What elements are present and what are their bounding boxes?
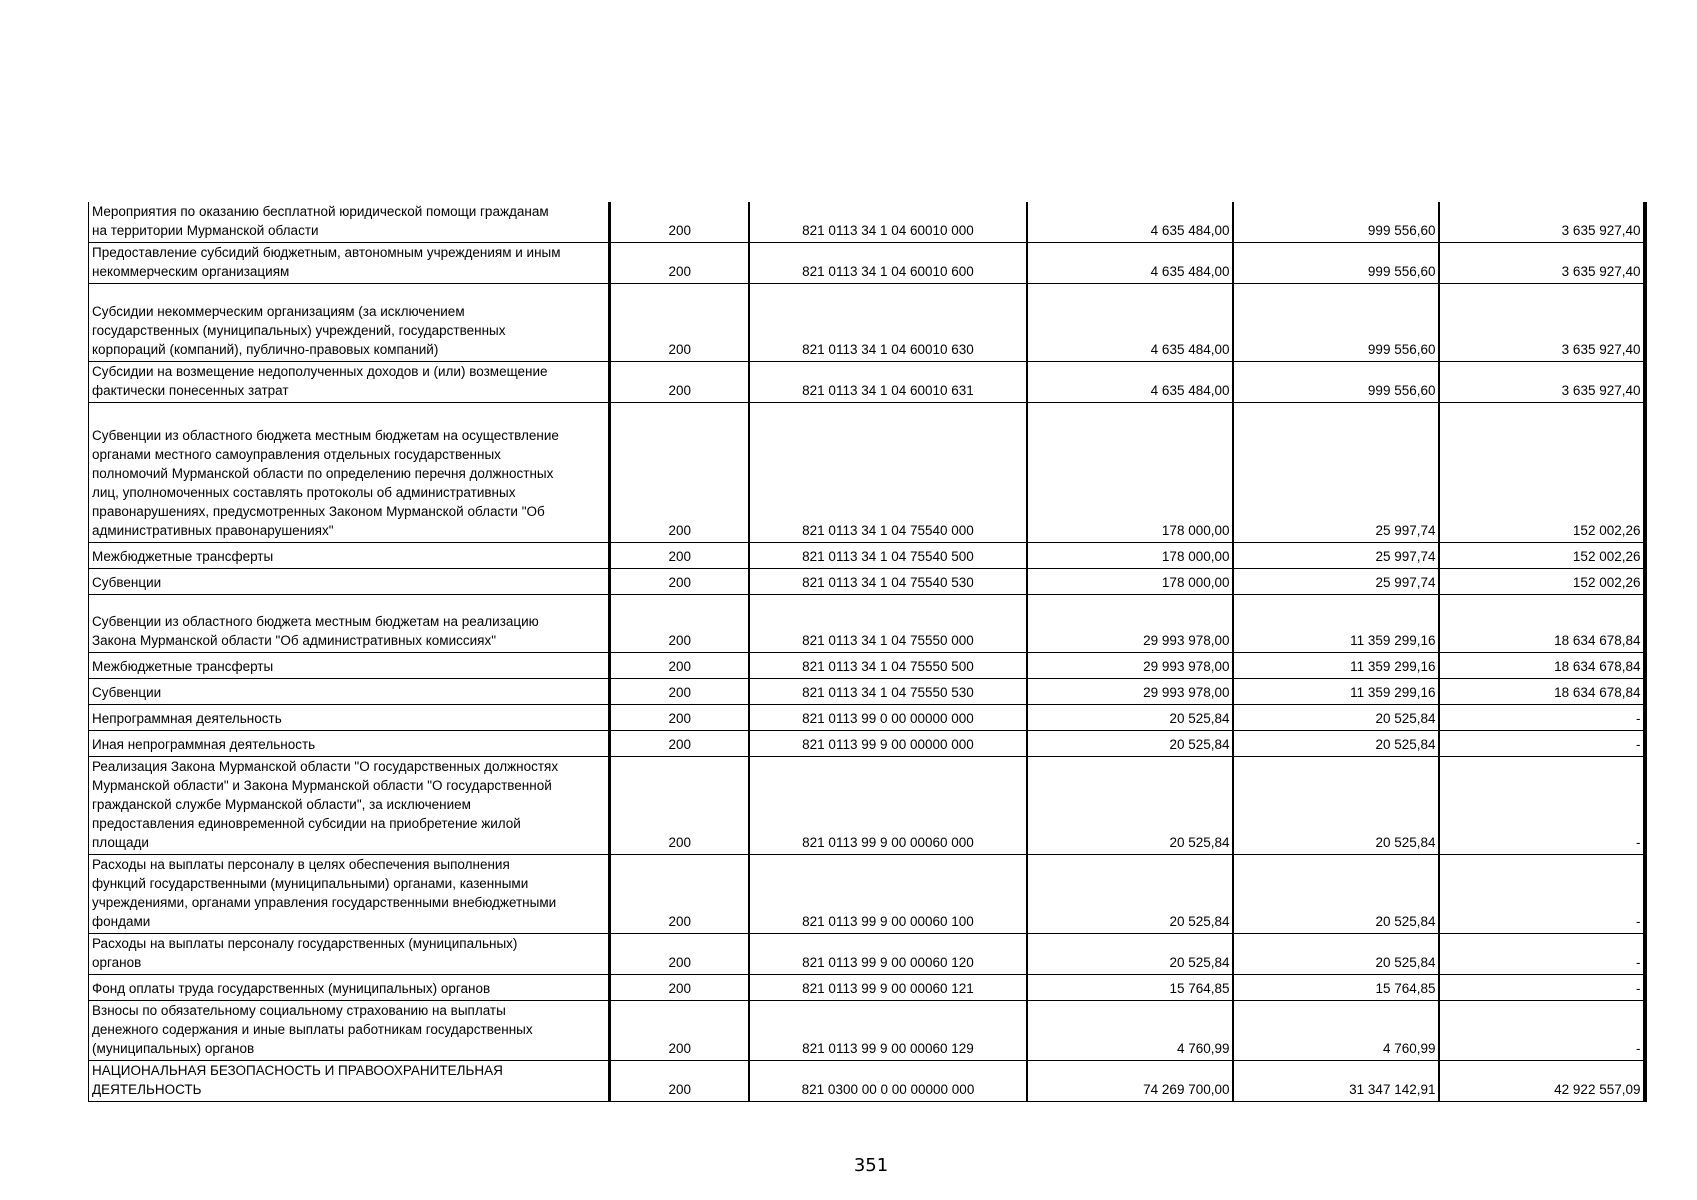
classifier-cell: 821 0113 34 1 04 60010 000 [749,202,1027,243]
table-row [89,403,1645,543]
table-row [89,362,1645,403]
code-cell: 200 [610,202,749,243]
code-cell: 200 [610,855,749,934]
code-cell: 200 [610,705,749,731]
unexecuted-amount-cell: 152 002,26 [1439,569,1645,595]
table-row [89,243,1645,284]
unexecuted-amount-cell: 3 635 927,40 [1439,284,1645,362]
classifier-cell: 821 0113 99 9 00 00060 120 [749,934,1027,975]
unexecuted-amount-cell: - [1439,705,1645,731]
approved-amount-cell: 4 760,99 [1027,1001,1233,1061]
table-row [89,705,1645,731]
unexecuted-amount-cell: - [1439,731,1645,757]
executed-amount-cell: 999 556,60 [1233,362,1439,403]
unexecuted-amount-cell: - [1439,934,1645,975]
executed-amount-cell: 20 525,84 [1233,855,1439,934]
unexecuted-amount-cell: 42 922 557,09 [1439,1061,1645,1102]
code-cell: 200 [610,757,749,855]
table-row [89,757,1645,855]
approved-amount-cell: 4 635 484,00 [1027,362,1233,403]
expense-name-cell: Мероприятия по оказанию бесплатной юридической помощи гражданам на территории Мурманской области [89,202,610,243]
expense-name-cell: НАЦИОНАЛЬНАЯ БЕЗОПАСНОСТЬ И ПРАВООХРАНИТЕЛЬНАЯ ДЕЯТЕЛЬНОСТЬ [89,1061,610,1102]
approved-amount-cell: 74 269 700,00 [1027,1061,1233,1102]
approved-amount-cell: 20 525,84 [1027,757,1233,855]
approved-amount-cell: 20 525,84 [1027,705,1233,731]
unexecuted-amount-cell: 3 635 927,40 [1439,243,1645,284]
expense-name-cell: Взносы по обязательному социальному страхованию на выплаты денежного содержания и иные выплаты работникам государственных (муниципальных) органов [89,1001,610,1061]
expense-name-cell: Фонд оплаты труда государственных (муниципальных) органов [89,975,610,1001]
classifier-cell: 821 0113 99 9 00 00060 121 [749,975,1027,1001]
expense-name-cell: Расходы на выплаты персоналу государственных (муниципальных) органов [89,934,610,975]
approved-amount-cell: 178 000,00 [1027,569,1233,595]
table-row [89,653,1645,679]
code-cell: 200 [610,975,749,1001]
expense-name-cell: Субвенции из областного бюджета местным бюджетам на осуществление органами местного самоуправления отдельных государственных полномочий Мурманской области по определению перечня должностных лиц, уполномоченных составлять протоколы об административных правонарушениях, предусмотренных Законом Мурманской области "Об административных правонарушениях" [89,403,610,543]
executed-amount-cell: 4 760,99 [1233,1001,1439,1061]
approved-amount-cell: 20 525,84 [1027,855,1233,934]
classifier-cell: 821 0113 34 1 04 75540 000 [749,403,1027,543]
expense-name-cell: Расходы на выплаты персоналу в целях обеспечения выполнения функций государственными (муниципальными) органами, казенными учреждениями, органами управления государственными внебюджетными фондами [89,855,610,934]
code-cell: 200 [610,284,749,362]
expense-name-cell: Предоставление субсидий бюджетным, автономным учреждениям и иным некоммерческим организациям [89,243,610,284]
executed-amount-cell: 20 525,84 [1233,934,1439,975]
expense-name-cell: Субсидии на возмещение недополученных доходов и (или) возмещение фактически понесенных затрат [89,362,610,403]
approved-amount-cell: 4 635 484,00 [1027,243,1233,284]
classifier-cell: 821 0300 00 0 00 00000 000 [749,1061,1027,1102]
classifier-cell: 821 0113 34 1 04 60010 631 [749,362,1027,403]
classifier-cell: 821 0113 99 9 00 00060 000 [749,757,1027,855]
budget-table-body [89,202,1645,1102]
code-cell: 200 [610,362,749,403]
executed-amount-cell: 20 525,84 [1233,705,1439,731]
code-cell: 200 [610,243,749,284]
approved-amount-cell: 4 635 484,00 [1027,202,1233,243]
table-row [89,569,1645,595]
approved-amount-cell: 20 525,84 [1027,731,1233,757]
classifier-cell: 821 0113 34 1 04 75550 500 [749,653,1027,679]
code-cell: 200 [610,653,749,679]
executed-amount-cell: 25 997,74 [1233,403,1439,543]
unexecuted-amount-cell: - [1439,757,1645,855]
executed-amount-cell: 15 764,85 [1233,975,1439,1001]
classifier-cell: 821 0113 34 1 04 75540 530 [749,569,1027,595]
unexecuted-amount-cell: 18 634 678,84 [1439,653,1645,679]
code-cell: 200 [610,679,749,705]
expense-name-cell: Субсидии некоммерческим организациям (за исключением государственных (муниципальных) учреждений, государственных корпораций (компаний), публично-правовых компаний) [89,284,610,362]
approved-amount-cell: 29 993 978,00 [1027,595,1233,653]
code-cell: 200 [610,934,749,975]
expense-name-cell: Субвенции [89,569,610,595]
classifier-cell: 821 0113 34 1 04 60010 600 [749,243,1027,284]
approved-amount-cell: 20 525,84 [1027,934,1233,975]
approved-amount-cell: 178 000,00 [1027,403,1233,543]
code-cell: 200 [610,731,749,757]
classifier-cell: 821 0113 99 9 00 00000 000 [749,731,1027,757]
code-cell: 200 [610,595,749,653]
executed-amount-cell: 11 359 299,16 [1233,595,1439,653]
table-row [89,855,1645,934]
table-row [89,1061,1645,1102]
expense-name-cell: Межбюджетные трансферты [89,543,610,569]
approved-amount-cell: 4 635 484,00 [1027,284,1233,362]
executed-amount-cell: 20 525,84 [1233,757,1439,855]
expense-name-cell: Межбюджетные трансферты [89,653,610,679]
table-row [89,595,1645,653]
unexecuted-amount-cell: 18 634 678,84 [1439,595,1645,653]
unexecuted-amount-cell: 3 635 927,40 [1439,202,1645,243]
unexecuted-amount-cell: - [1439,1001,1645,1061]
executed-amount-cell: 25 997,74 [1233,569,1439,595]
code-cell: 200 [610,403,749,543]
code-cell: 200 [610,543,749,569]
expense-name-cell: Реализация Закона Мурманской области "О государственных должностях Мурманской области" и Закона Мурманской области "О государственной гражданской службе Мурманской области", за исключением предоставления единовременной субсидии на приобретение жилой площади [89,757,610,855]
classifier-cell: 821 0113 99 0 00 00000 000 [749,705,1027,731]
table-row [89,1001,1645,1061]
table-row [89,284,1645,362]
code-cell: 200 [610,1061,749,1102]
table-row [89,202,1645,243]
unexecuted-amount-cell: 3 635 927,40 [1439,362,1645,403]
classifier-cell: 821 0113 34 1 04 60010 630 [749,284,1027,362]
classifier-cell: 821 0113 99 9 00 00060 129 [749,1001,1027,1061]
approved-amount-cell: 15 764,85 [1027,975,1233,1001]
expense-name-cell: Непрограммная деятельность [89,705,610,731]
executed-amount-cell: 25 997,74 [1233,543,1439,569]
executed-amount-cell: 31 347 142,91 [1233,1061,1439,1102]
code-cell: 200 [610,569,749,595]
executed-amount-cell: 999 556,60 [1233,243,1439,284]
table-row [89,731,1645,757]
executed-amount-cell: 20 525,84 [1233,731,1439,757]
unexecuted-amount-cell: 152 002,26 [1439,543,1645,569]
expense-name-cell: Иная непрограммная деятельность [89,731,610,757]
unexecuted-amount-cell: - [1439,975,1645,1001]
executed-amount-cell: 11 359 299,16 [1233,653,1439,679]
classifier-cell: 821 0113 34 1 04 75550 000 [749,595,1027,653]
budget-table [88,202,1647,1102]
table-row [89,934,1645,975]
table-row [89,975,1645,1001]
table-row [89,679,1645,705]
approved-amount-cell: 29 993 978,00 [1027,653,1233,679]
classifier-cell: 821 0113 34 1 04 75550 530 [749,679,1027,705]
page-number: 351 [853,1155,889,1176]
code-cell: 200 [610,1001,749,1061]
expense-name-cell: Субвенции [89,679,610,705]
approved-amount-cell: 29 993 978,00 [1027,679,1233,705]
executed-amount-cell: 999 556,60 [1233,284,1439,362]
unexecuted-amount-cell: 152 002,26 [1439,403,1645,543]
table-row [89,543,1645,569]
executed-amount-cell: 11 359 299,16 [1233,679,1439,705]
expense-name-cell: Субвенции из областного бюджета местным бюджетам на реализацию Закона Мурманской области "Об административных комиссиях" [89,595,610,653]
classifier-cell: 821 0113 34 1 04 75540 500 [749,543,1027,569]
classifier-cell: 821 0113 99 9 00 00060 100 [749,855,1027,934]
unexecuted-amount-cell: - [1439,855,1645,934]
unexecuted-amount-cell: 18 634 678,84 [1439,679,1645,705]
executed-amount-cell: 999 556,60 [1233,202,1439,243]
approved-amount-cell: 178 000,00 [1027,543,1233,569]
